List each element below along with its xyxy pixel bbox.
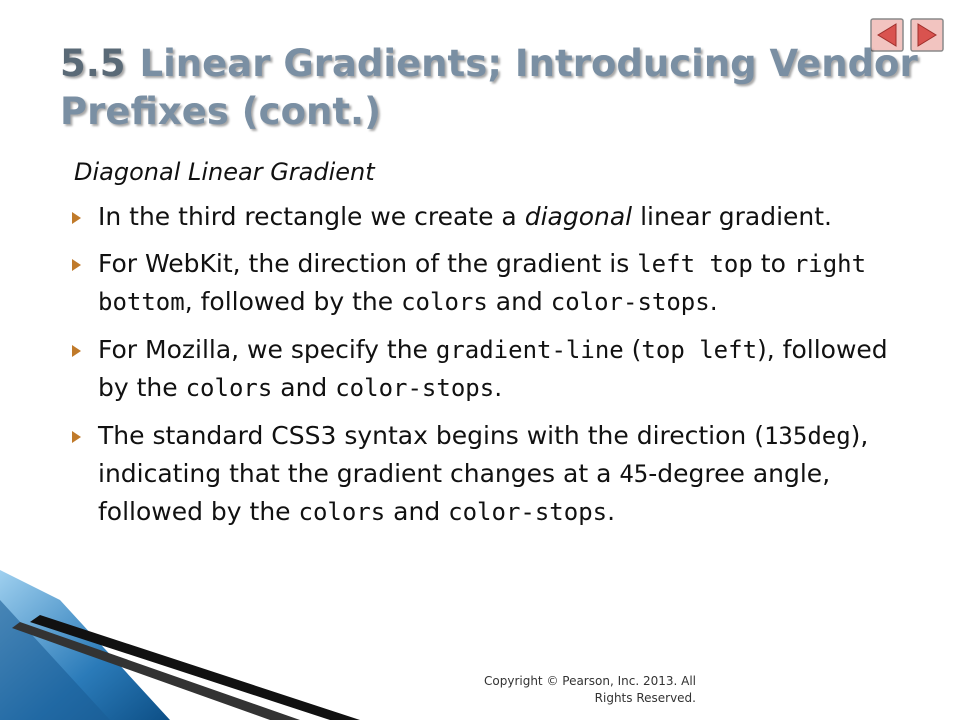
bullet-arrow-icon xyxy=(72,212,81,224)
code-term: color-stops xyxy=(550,288,710,316)
code-term: top left xyxy=(641,336,758,364)
title-text: Linear Gradients; Introducing Vendor Prefixes (cont.) xyxy=(60,42,918,133)
code-term: color-stops xyxy=(448,498,608,526)
bullet-text: and xyxy=(272,373,336,402)
bullet-arrow-icon xyxy=(72,259,81,271)
bullet-text: ), indicating that the gradient changes at a xyxy=(98,421,869,488)
code-term: right bottom xyxy=(98,250,867,316)
bullet-text: , followed by the xyxy=(184,287,402,316)
bullet-text: and xyxy=(385,497,449,526)
bullet-arrow-icon xyxy=(72,345,81,357)
bullet-text: The standard CSS3 syntax begins with the direction ( xyxy=(98,421,764,450)
code-term: colors xyxy=(298,498,386,526)
bullet-item xyxy=(72,331,922,407)
code-term: 135deg xyxy=(763,422,851,450)
bullet-text: For WebKit, the direction of the gradient is xyxy=(98,249,638,278)
section-number: 5.5 xyxy=(60,42,126,85)
code-term: gradient-line xyxy=(435,336,624,364)
bullet-text: to xyxy=(752,249,794,278)
bullet-arrow-icon xyxy=(72,431,81,443)
decorative-swoosh xyxy=(0,560,420,720)
bullet-text: . xyxy=(607,497,616,526)
code-term: 45 xyxy=(619,460,649,488)
bullet-list xyxy=(72,198,922,541)
code-term: left top xyxy=(637,250,753,278)
bullet-text: For Mozilla, we specify the xyxy=(98,335,436,364)
code-term: color-stops xyxy=(335,374,495,402)
bullet-item xyxy=(72,417,922,531)
code-term: colors xyxy=(185,374,273,402)
copyright-notice: Copyright © Pearson, Inc. 2013. All Rights Reserved. xyxy=(484,674,696,705)
bullet-text: . xyxy=(494,373,503,402)
bullet-text: linear gradient. xyxy=(632,202,832,231)
bullet-text: and xyxy=(487,287,551,316)
bullet-item xyxy=(72,245,922,321)
bullet-text: -degree angle, followed by the xyxy=(98,459,831,526)
subheading: Diagonal Linear Gradient xyxy=(74,158,375,186)
bullet-text: ), followed by the xyxy=(98,335,888,402)
bullet-item xyxy=(72,198,922,235)
bullet-emphasis: diagonal xyxy=(524,202,633,231)
slide-title xyxy=(60,40,920,136)
bullet-text: . xyxy=(709,287,718,316)
bullet-text: ( xyxy=(623,335,642,364)
code-term: colors xyxy=(401,288,488,316)
bullet-text: In the third rectangle we create a xyxy=(98,202,525,231)
